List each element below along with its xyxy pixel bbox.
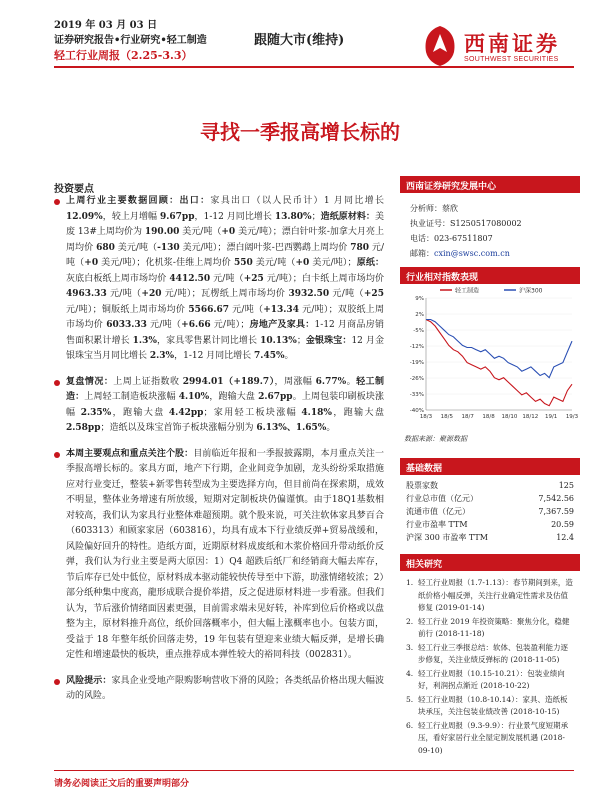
point-text: ，跑输大盘 xyxy=(111,407,169,418)
point-text: 550 xyxy=(233,258,253,268)
email-address: cxin@swsc.com.cn xyxy=(434,249,510,258)
point-text: 5566.67 xyxy=(188,304,230,315)
table-row xyxy=(400,505,580,518)
point-text: 元/吨（ xyxy=(106,289,142,299)
point-text: ； xyxy=(296,335,306,346)
legend-label: 沪深300 xyxy=(519,287,543,295)
point-text: ，周涨幅 xyxy=(274,376,316,387)
x-tick-label: 18/5 xyxy=(440,414,454,420)
point-lead: 复盘情况： xyxy=(66,376,114,387)
y-tick-label: -33% xyxy=(409,392,424,398)
list-item-number: 2. xyxy=(406,616,414,626)
license-number: S1250517080002 xyxy=(450,219,522,228)
point-text: 780 xyxy=(350,242,369,253)
sidebar xyxy=(400,176,580,758)
point-text: 。上周包装印刷板块涨幅 xyxy=(66,392,384,418)
y-tick-label: -40% xyxy=(409,408,424,414)
section-title: 投资要点 xyxy=(54,184,94,195)
point-text: +0 xyxy=(295,258,310,268)
report-date: 2019 年 03 月 03 日 xyxy=(54,20,158,31)
point-text: 。 xyxy=(346,376,357,387)
point-text: 元/吨（ xyxy=(210,273,244,284)
point-text: ；造纸以及珠宝首饰子板块涨幅分别为 xyxy=(100,423,257,433)
row-label: 行业市盈率 TTM xyxy=(406,520,468,529)
point-text: 4.18% xyxy=(301,407,332,418)
point-text: 美元/吨（ xyxy=(252,258,296,268)
analyst-name: 蔡欣 xyxy=(442,204,458,213)
email-label: 邮箱： xyxy=(410,249,434,258)
point-text: 美元/吨（ xyxy=(114,242,158,253)
point-text: +20 xyxy=(141,289,162,299)
point-text: 灰底白板纸上周市场均价 xyxy=(66,273,170,284)
list-item-number: 4. xyxy=(406,668,414,678)
point-text: 房地产及家具： xyxy=(249,320,315,330)
row-value: 125 xyxy=(558,481,574,490)
analyst-label: 分析师： xyxy=(410,204,442,213)
point-text: 1-12 月商品房销售面积累计增长 xyxy=(66,320,384,346)
header-divider xyxy=(54,66,574,68)
point-text: 美元/吨）；漂白针叶浆-加拿大月亮上周均价 xyxy=(66,227,384,253)
row-label: 行业总市值（亿元） xyxy=(406,494,478,503)
report-title: 寻找一季报高增长标的 xyxy=(200,120,400,144)
point-text: ，跑输大盘 xyxy=(331,407,384,418)
footer-disclaimer: 请务必阅读正文后的重要声明部分 xyxy=(54,779,190,789)
list-item[interactable] xyxy=(406,720,574,758)
point-text: 190.00 xyxy=(144,227,180,237)
investment-point xyxy=(54,375,384,437)
logo-cn-text: 西南证券 xyxy=(464,32,560,56)
x-tick-label: 18/8 xyxy=(482,414,495,420)
row-value: 12.4 xyxy=(556,533,574,542)
footer-divider xyxy=(54,770,574,771)
y-tick-label: -5% xyxy=(413,328,424,334)
analyst-info xyxy=(400,193,580,267)
point-text: 原纸： xyxy=(356,258,384,268)
relative-index-chart xyxy=(400,284,580,484)
list-item[interactable] xyxy=(406,668,574,693)
point-text: -130 xyxy=(157,242,180,253)
list-item[interactable] xyxy=(406,616,574,641)
point-text: 元/吨（ xyxy=(66,242,384,268)
logo-en-text: SOUTHWEST SECURITIES xyxy=(464,56,559,63)
point-text: 12 月金银珠宝当月同比增长 xyxy=(66,335,384,361)
list-item-text: 轻工行业周报（9.3-9.9）：行业景气度短期承压，看好家居行业全屋定制发展机遇 (2018-09-10) xyxy=(418,720,569,755)
point-text: ，较上月增幅 xyxy=(102,211,160,222)
point-text: 2.58pp xyxy=(66,423,101,433)
list-item-text: 轻工行业周报（10.8-10.14）：家具、造纸板块承压，关注包装业绩改善 (2018-10-15) xyxy=(418,694,568,716)
list-item[interactable] xyxy=(406,694,574,719)
list-item[interactable] xyxy=(406,642,574,667)
chart-source: 数据来源：聚源数据 xyxy=(404,435,467,443)
basic-data-table xyxy=(400,479,580,544)
point-text: 美废 13#上周均价为 xyxy=(66,211,384,237)
x-tick-label: 18/7 xyxy=(461,414,474,420)
point-text: 7.45% xyxy=(254,351,285,361)
list-item-number: 6. xyxy=(406,720,414,730)
point-text: +25 xyxy=(363,289,384,299)
x-tick-label: 19/1 xyxy=(544,414,558,420)
point-text: 元/吨（ xyxy=(229,304,264,315)
point-text: 4.10% xyxy=(178,392,210,402)
row-value: 7,542.56 xyxy=(538,494,574,503)
point-text: 元/吨（ xyxy=(329,289,364,299)
list-item-text: 轻工行业 2019 年投资策略：聚焦分化，稳健前行 (2018-11-18) xyxy=(418,616,570,638)
investment-point xyxy=(54,194,384,365)
point-text: 13.80% xyxy=(274,211,312,222)
related-research-list xyxy=(400,571,580,757)
point-text: 目前临近年报和一季报披露期，本月重点关注一季报高增长标的。家具方面，地产下行期，企业间竞争加剧，龙头纷纷采取措施应对行业变迁，整装+新零售转型成为主要选择方向，但目前尚在探索期，成效不明显，整体业务增速有所放缓，短期对定制板块仍偏谨慎。由于18Q1基数相对较高，我们认为家具行业整体难超预期。就个股来说，可关注软体家具梦百合（603313）和顾家家居（603816），均具有成本下行业绩反弹+贸易战缓和，风险偏好回升的特性。造纸方面，近期原材料成废纸和木浆价格回升带动纸价反弹，我们认为行业主要是两大原因：1）Q4 超跌后纸厂和经销商大幅去库存，节后库存已处中低位，原材料成本驱动能较快传导至中下游，助涨情绪较浓；2）部分纸种集中度高，龍形成联合提价举措，反之促进原材料进一步看涨。但我们认为，节后涨价情绪面因素更强，目前需求端未见好转，补库到位后价格或以盘整为主，原材料推升高位，纸价回落概率小，但大幅上涨概率也小。包装方面，受益于 18 年整年纸价回落走势，19 年包装有望迎来业绩大幅反弹，是增长确定性和增速最快的板块，重点推荐成本弹性较大的裕同科技（002831）。 xyxy=(66,448,384,660)
list-item-text: 轻工行业周报（1.7-1.13）：春节期间到来，造纸价格小幅反弹，关注行业确定性需求及估值修复 (2019-01-14) xyxy=(418,578,573,612)
point-text: 元/吨）；瓦楞纸上周市场均价 xyxy=(161,289,289,299)
list-item-number: 3. xyxy=(406,642,414,652)
series-line xyxy=(426,320,572,378)
point-text: +13.34 xyxy=(263,304,299,315)
phone-number: 023-67511807 xyxy=(434,234,493,243)
investment-point xyxy=(54,447,384,664)
point-text: 家具企业受地产限购影响营收下滑的风险；各类纸品价格出现大幅波动的风险。 xyxy=(66,675,384,701)
point-text: 元/吨）；白卡纸上周市场均价 xyxy=(263,273,384,284)
chart-svg xyxy=(400,284,580,432)
row-value: 20.59 xyxy=(551,520,574,529)
investment-point xyxy=(54,674,384,705)
point-text: 上周上证指数收 xyxy=(113,376,183,387)
y-tick-label: -19% xyxy=(409,360,424,366)
table-row xyxy=(400,531,580,544)
investment-points xyxy=(54,194,384,715)
list-item-text: 轻工行业周报（10.15-10.21）：包装业绩向好，利润拐点渐近 (2018-10-22) xyxy=(418,668,565,690)
x-tick-label: 18/10 xyxy=(501,414,518,420)
point-text: 4.42pp xyxy=(168,407,204,418)
point-text: +0 xyxy=(221,227,236,237)
basic-data-title: 基础数据 xyxy=(400,458,580,475)
point-text: 轻工制造： xyxy=(66,376,384,402)
point-text: 家具出口（以人民币计）1 月同比增长 xyxy=(210,196,384,206)
chart-box-title: 行业相对指数表现 xyxy=(400,267,580,284)
point-text: 元/吨）；铜版纸上周市场均价 xyxy=(66,304,189,315)
related-research-title: 相关研究 xyxy=(400,554,580,571)
point-text: 4412.50 xyxy=(169,273,211,284)
point-text: ，家具零售累计同比增长 xyxy=(156,335,261,346)
point-text: 出口： xyxy=(179,196,211,206)
point-text: 。 xyxy=(326,423,336,433)
point-text: ，跑输大盘 xyxy=(209,392,259,402)
row-label: 股票家数 xyxy=(406,481,438,490)
point-text: 造纸原材料： xyxy=(320,211,375,222)
point-text: 美元/吨）；漂白阔叶浆-巴西鹦鹉上周均价 xyxy=(179,242,351,253)
series-line xyxy=(426,320,572,406)
x-tick-label: 19/3 xyxy=(565,414,579,420)
point-text: 2.3% xyxy=(149,351,175,361)
point-text: 美元/吨）； xyxy=(309,258,357,268)
point-text: ； xyxy=(311,211,321,222)
point-text: 9.67pp xyxy=(159,211,195,222)
point-text: 元/吨）； xyxy=(210,320,250,330)
list-item-number: 1. xyxy=(406,578,414,587)
y-tick-label: -26% xyxy=(409,376,424,382)
point-text: 6033.33 xyxy=(106,320,147,330)
point-text: 3932.50 xyxy=(288,289,330,299)
point-text: 680 xyxy=(96,242,115,253)
x-tick-label: 18/12 xyxy=(522,414,539,420)
point-text: 12.09% xyxy=(66,211,103,222)
legend-label: 轻工制造 xyxy=(455,287,480,295)
point-lead: 本周主要观点和重点关注个股： xyxy=(66,448,194,459)
table-row xyxy=(400,518,580,531)
point-text: 元/吨）；双胶纸上周市场均价 xyxy=(66,304,384,330)
point-text: 元/吨（ xyxy=(146,320,182,330)
point-text: 美元/吨）；化机浆-佳维上周均价 xyxy=(98,258,234,268)
point-text: ，1-12 月同比增长 xyxy=(174,351,255,361)
row-label: 流通市值（亿元） xyxy=(406,507,470,516)
point-text: 2.35% xyxy=(80,407,112,418)
industry-rating: 跟随大市(维持) xyxy=(254,33,345,48)
point-lead: 风险提示： xyxy=(66,675,112,686)
point-text: 2.67pp xyxy=(258,392,293,402)
point-text: 4963.33 xyxy=(66,289,107,299)
research-center-title: 西南证券研究发展中心 xyxy=(400,176,580,193)
list-item-number: 5. xyxy=(406,694,414,704)
list-item-text: 轻工行业三季报总结：软体、包装盈利能力逐步修复，关注业绩反弹标的 (2018-11-05) xyxy=(418,642,568,664)
point-text: ，1-12 月同比增长 xyxy=(194,211,275,222)
point-text: 。 xyxy=(284,351,294,361)
point-text: 2994.01（+189.7） xyxy=(182,376,275,387)
row-label: 沪深 300 市盈率 TTM xyxy=(406,533,488,542)
report-subtitle: 轻工行业周报（2.25-3.3） xyxy=(54,49,193,62)
point-text: 1.3% xyxy=(132,335,157,346)
point-text: ；家用轻工板块涨幅 xyxy=(203,407,302,418)
report-category: 证券研究报告•行业研究•轻工制造 xyxy=(54,35,207,46)
point-lead: 上周行业主要数据回顾： xyxy=(66,196,180,206)
x-tick-label: 18/3 xyxy=(419,414,433,420)
row-value: 7,367.59 xyxy=(538,507,574,516)
point-text: 上周轻工制造板块涨幅 xyxy=(84,392,179,402)
list-item[interactable] xyxy=(406,577,574,615)
point-text: +0 xyxy=(84,258,99,268)
point-text: 美元/吨（ xyxy=(179,227,222,237)
logo-emblem-icon xyxy=(420,24,460,68)
point-text: +6.66 xyxy=(181,320,211,330)
point-text: +25 xyxy=(243,273,264,284)
y-tick-label: -12% xyxy=(409,344,424,350)
point-text: 10.13% xyxy=(260,335,297,346)
license-label: 执业证号： xyxy=(410,219,450,228)
point-text: 6.77% xyxy=(315,376,347,387)
phone-label: 电话： xyxy=(410,234,434,243)
y-tick-label: 9% xyxy=(415,296,424,302)
point-text: 6.13%、1.65% xyxy=(256,423,327,433)
table-row xyxy=(400,492,580,505)
point-text: 金银珠宝： xyxy=(305,335,352,346)
y-tick-label: 2% xyxy=(415,312,424,318)
